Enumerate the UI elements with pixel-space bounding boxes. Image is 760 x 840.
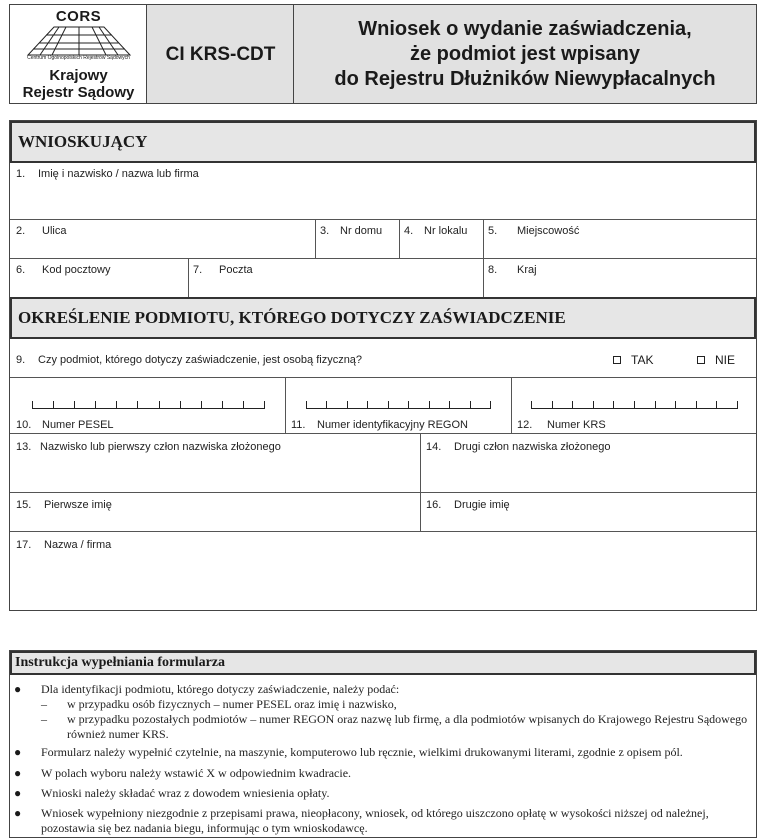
field-first-name[interactable]: 15. Pierwsze imię (16, 499, 112, 511)
field-applicant-name[interactable]: 1. Imię i nazwisko / nazwa lub firma (16, 168, 199, 180)
instruction-subitem: w przypadku pozostałych podmiotów – numer REGON oraz nazwę lub firmę, a dla podmiotów wpisanych do Krajowego Rejestru Sądowego również numer KRS. (67, 712, 748, 741)
comb-tick (675, 401, 676, 409)
logo-title: CORS (55, 8, 102, 25)
field-regon: 11. Numer identyfikacyjny REGON (291, 419, 468, 431)
logo-grid-icon (24, 25, 134, 57)
comb-tick (243, 401, 244, 409)
comb-tick (116, 401, 117, 409)
comb-tick (367, 401, 368, 409)
bullet-icon: ● (14, 745, 22, 759)
divider (511, 377, 512, 433)
comb-tick (552, 401, 553, 409)
comb-tick (716, 401, 717, 409)
comb-tick (201, 401, 202, 409)
instruction-item: Wniosek wypełniony niezgodnie z przepisami prawa, nieopłacony, wniosek, od którego uiszczono opłatę w wysokości niższej od należnej, pozostawia się bez nadania biegu, informując o tym wnioskodawcę. (41, 806, 709, 835)
field-country[interactable]: 8. Kraj (488, 264, 537, 276)
divider (399, 219, 400, 258)
section-applicant-title: WNIOSKUJĄCY (10, 121, 756, 163)
comb-tick (388, 401, 389, 409)
comb-tick (449, 401, 450, 409)
comb-tick (222, 401, 223, 409)
section-subject-title: OKREŚLENIE PODMIOTU, KTÓREGO DOTYCZY ZAŚWIADCZENIE (10, 297, 756, 339)
comb-tick (613, 401, 614, 409)
comb-tick (95, 401, 96, 409)
form-title-box (294, 5, 756, 103)
divider (285, 377, 286, 433)
comb-tick (32, 401, 33, 409)
application-form (9, 120, 757, 611)
field-house-number[interactable]: 3. Nr domu (320, 225, 383, 237)
comb-tick (264, 401, 265, 409)
field-street[interactable]: 2. Ulica (16, 225, 67, 237)
pesel-comb[interactable] (32, 401, 265, 409)
divider (188, 258, 189, 297)
divider (10, 531, 756, 532)
field-krs: 12. Numer KRS (517, 419, 606, 431)
field-pesel: 10. Numer PESEL (16, 419, 114, 431)
field-second-name[interactable]: 16. Drugie imię (426, 499, 510, 511)
divider (315, 219, 316, 258)
logo-name: Krajowy Rejestr Sądowy (22, 67, 135, 101)
comb-tick (593, 401, 594, 409)
field-surname[interactable]: 13. Nazwisko lub pierwszy człon nazwiska złożonego (16, 441, 281, 453)
instruction-item: W polach wyboru należy wstawić X w odpowiednim kwadracie. (41, 766, 352, 780)
form-title: Wniosek o wydanie zaświadczenia, że podmiot jest wpisany do Rejestru Dłużników Niewypłacalnych (334, 18, 716, 90)
checkbox-no[interactable]: NIE (697, 353, 735, 367)
divider (10, 219, 756, 220)
cors-logo (10, 5, 147, 103)
comb-tick (429, 401, 430, 409)
comb-tick (74, 401, 75, 409)
instruction-subitem: w przypadku osób fizycznych – numer PESEL oraz imię i nazwisko, (67, 697, 397, 711)
bullet-icon: ● (14, 786, 22, 800)
question-natural-person: 9. Czy podmiot, którego dotyczy zaświadczenie, jest osobą fizyczną? (16, 354, 363, 366)
comb-tick (490, 401, 491, 409)
comb-tick (347, 401, 348, 409)
bullet-icon: ● (14, 806, 22, 820)
form-header (9, 4, 757, 104)
instructions-panel (9, 650, 757, 838)
divider (420, 433, 421, 531)
dash-icon: – (41, 697, 47, 711)
checkbox-square-icon[interactable] (613, 356, 621, 364)
dash-icon: – (41, 712, 47, 726)
krs-comb[interactable] (531, 401, 738, 409)
comb-tick (531, 401, 532, 409)
comb-tick (53, 401, 54, 409)
instruction-item: Wnioski należy składać wraz z dowodem wniesienia opłaty. (41, 786, 330, 800)
comb-tick (180, 401, 181, 409)
form-code: CI KRS-CDT (165, 44, 276, 65)
field-postal-code[interactable]: 6. Kod pocztowy (16, 264, 111, 276)
field-company-name[interactable]: 17. Nazwa / firma (16, 539, 112, 551)
divider (10, 492, 756, 493)
comb-tick (159, 401, 160, 409)
instruction-item: Dla identyfikacji podmiotu, którego dotyczy zaświadczenie, należy podać: (41, 682, 400, 696)
comb-tick (408, 401, 409, 409)
divider (10, 258, 756, 259)
field-post-office[interactable]: 7. Poczta (193, 264, 253, 276)
regon-comb[interactable] (306, 401, 491, 409)
bullet-icon: ● (14, 766, 22, 780)
logo-caption: Centrum Ogólnopolskich Rejestrów Sądowych (27, 55, 130, 61)
checkbox-yes[interactable]: TAK (613, 353, 653, 367)
instructions-title: Instrukcja wypełniania formularza (10, 651, 756, 675)
comb-tick (696, 401, 697, 409)
comb-tick (634, 401, 635, 409)
bullet-icon: ● (14, 682, 22, 696)
comb-tick (737, 401, 738, 409)
instruction-item: Formularz należy wypełnić czytelnie, na maszynie, komputerowo lub ręcznie, wielkimi drukowanymi literami, zgodnie z opisem pól. (41, 745, 683, 759)
checkbox-square-icon[interactable] (697, 356, 705, 364)
divider (10, 433, 756, 434)
comb-tick (306, 401, 307, 409)
comb-tick (470, 401, 471, 409)
comb-tick (137, 401, 138, 409)
comb-tick (655, 401, 656, 409)
comb-tick (326, 401, 327, 409)
field-city[interactable]: 5. Miejscowość (488, 225, 580, 237)
field-apartment-number[interactable]: 4. Nr lokalu (404, 225, 468, 237)
form-code-box (147, 5, 294, 103)
field-surname-second-part[interactable]: 14. Drugi człon nazwiska złożonego (426, 441, 611, 453)
divider (10, 377, 756, 378)
comb-tick (572, 401, 573, 409)
